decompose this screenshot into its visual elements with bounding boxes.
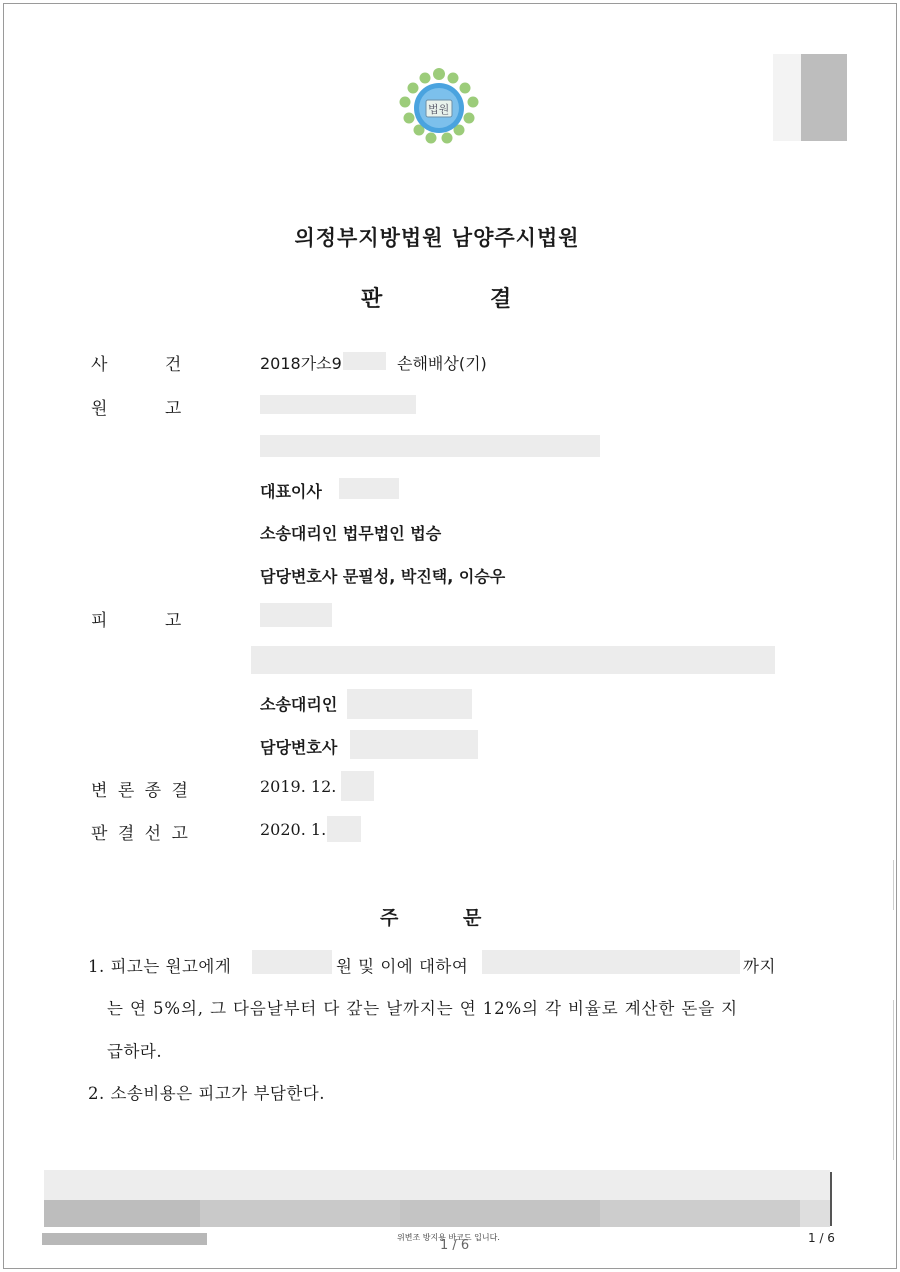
order-item2-text: 2. 소송비용은 피고가 부담한다. (88, 1084, 325, 1103)
order-item1-text: 는 연 5%의, 그 다음날부터 다 갚는 날까지는 연 12%의 각 비율로 계산한 돈을 지 (107, 999, 739, 1018)
emblem-text: 법원 (428, 103, 450, 116)
order-title-char-1: 주 (380, 907, 399, 929)
ruling-label: 판 결 선 고 (91, 824, 188, 844)
ruling-date: 2020. 1. (260, 820, 327, 839)
page-number-right: 1 / 6 (808, 1231, 835, 1245)
order-title-char-2: 문 (463, 907, 482, 929)
page-number-center: 1 / 6 (440, 1238, 470, 1253)
doc-title-char-2: 결 (490, 287, 512, 312)
court-name: 의정부지방법원 남양주시법원 (294, 226, 580, 250)
barcode-band (44, 1170, 830, 1200)
redacted-block (260, 603, 332, 627)
case-label: 사 건 (91, 355, 182, 375)
plaintiff-agent: 소송대리인 법무법인 법승 (260, 524, 442, 543)
order-item1-text: 원 및 이에 대하여 (336, 957, 469, 976)
redacted-block (801, 54, 847, 141)
defendant-label: 피 고 (91, 611, 182, 631)
redacted-block (350, 730, 478, 759)
case-number: 2018가소9 (260, 354, 342, 373)
order-item1-text: 까지 (743, 957, 776, 976)
defendant-attorney-label: 담당변호사 (260, 738, 338, 757)
scan-line (893, 860, 894, 910)
redacted-block (252, 950, 332, 974)
barcode-notice: 위변조 방지용 바코드 입니다. (397, 1233, 500, 1242)
redacted-block (343, 352, 386, 370)
doc-title-char-1: 판 (361, 287, 383, 312)
barcode-band (400, 1200, 600, 1227)
redacted-block (773, 54, 801, 141)
defendant-agent-label: 소송대리인 (260, 695, 338, 714)
redacted-block (260, 395, 416, 414)
order-item1-text: 급하라. (107, 1042, 163, 1061)
redacted-block (251, 646, 775, 674)
redacted-block (339, 478, 399, 499)
redacted-block (42, 1233, 207, 1245)
plaintiff-label: 원 고 (91, 399, 182, 419)
redacted-block (347, 689, 472, 719)
barcode-band (200, 1200, 400, 1227)
redacted-block (341, 771, 374, 801)
barcode-band (600, 1200, 800, 1227)
rep-director-label: 대표이사 (260, 482, 322, 501)
case-name: 손해배상(기) (397, 354, 487, 373)
redacted-block (482, 950, 740, 974)
redacted-block (327, 816, 361, 842)
plaintiff-attorneys: 담당변호사 문필성, 박진택, 이승우 (260, 567, 506, 586)
barcode-band (44, 1200, 200, 1227)
barcode-edge (830, 1172, 832, 1226)
hearing-end-date: 2019. 12. (260, 777, 337, 796)
hearing-end-label: 변 론 종 결 (91, 781, 188, 801)
court-emblem-icon (395, 64, 483, 148)
scan-line (893, 1000, 894, 1160)
order-item1-text: 1. 피고는 원고에게 (88, 957, 232, 976)
barcode-band (800, 1200, 830, 1227)
redacted-block (260, 435, 600, 457)
